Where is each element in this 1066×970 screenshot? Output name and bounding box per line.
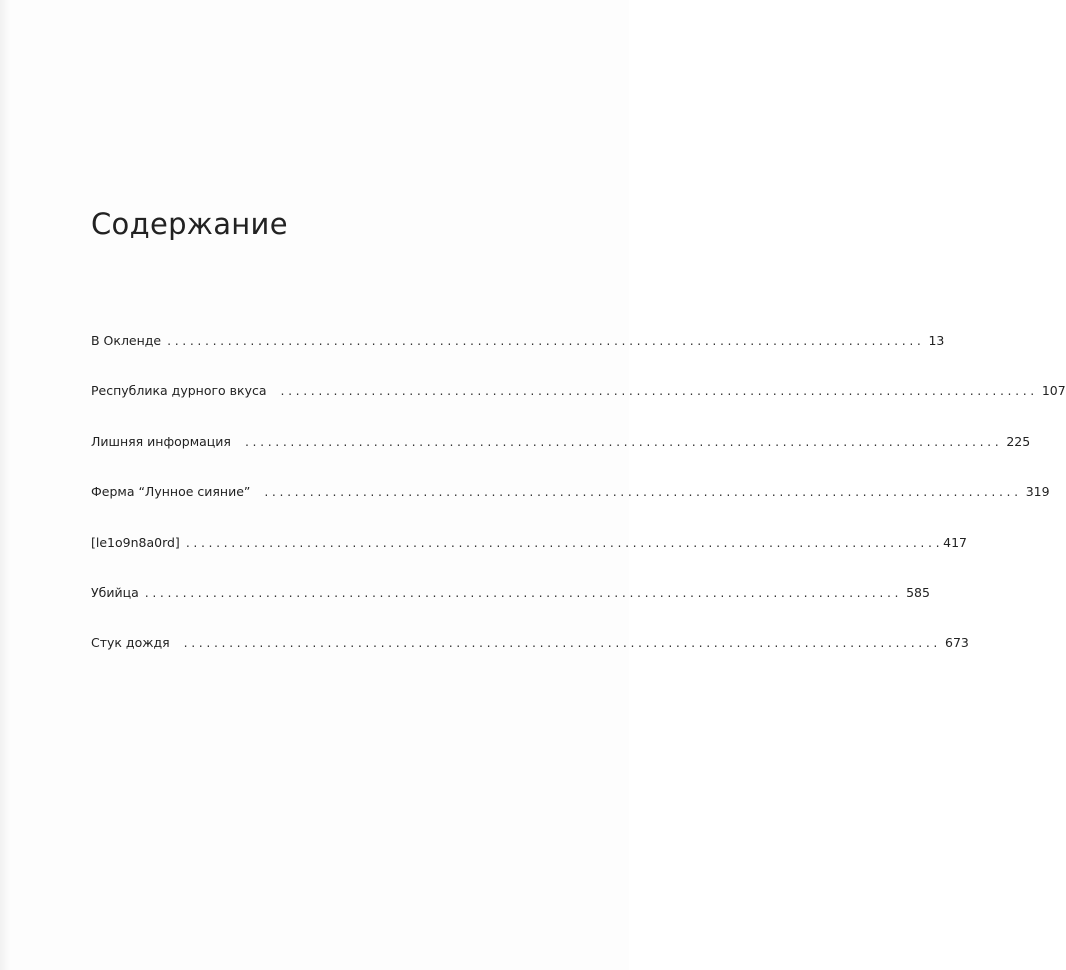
toc-page-number: 585 [906,584,930,600]
toc-page-number: 107 [1041,383,1066,399]
toc-list [91,332,1066,685]
toc-heading: Содержание [91,207,288,241]
toc-page-number: 13 [928,333,945,348]
toc-entry-title: В Окленде [91,333,162,348]
toc-entry[interactable] [91,433,1031,483]
toc-entry-title: Убийца [91,584,139,600]
toc-page-number: 673 [945,635,969,651]
toc-entry[interactable] [91,634,969,684]
toc-page-number: 319 [1025,484,1050,500]
dot-leader: .................................................................................................... [244,433,1003,449]
toc-entry[interactable] [91,483,1050,533]
toc-entry-title: Ферма “Лунное сияние” [91,484,251,500]
dot-leader: .................................................................................................... [183,635,941,651]
dot-leader: .................................................................................................... [144,584,903,600]
dot-leader: .................................................................................................... [185,534,944,550]
toc-entry-title: Республика дурного вкуса [91,383,267,399]
dot-leader: .................................................................................................... [264,484,1022,500]
dot-leader: .................................................................................................... [280,383,1038,399]
toc-entry[interactable] [91,584,930,634]
toc-page-number: 417 [943,534,968,550]
toc-entry[interactable] [91,382,1066,432]
toc-entry-title: [le1o9n8a0rd] [91,534,180,550]
dot-leader: .................................................................................................... [167,333,925,348]
page-binding-shadow [0,0,10,970]
toc-entry[interactable] [91,332,945,382]
toc-entry-title: Стук дождя [91,635,170,651]
toc-entry-title: Лишняя информация [91,433,231,449]
toc-entry[interactable] [91,534,968,584]
toc-page-number: 225 [1006,433,1031,449]
